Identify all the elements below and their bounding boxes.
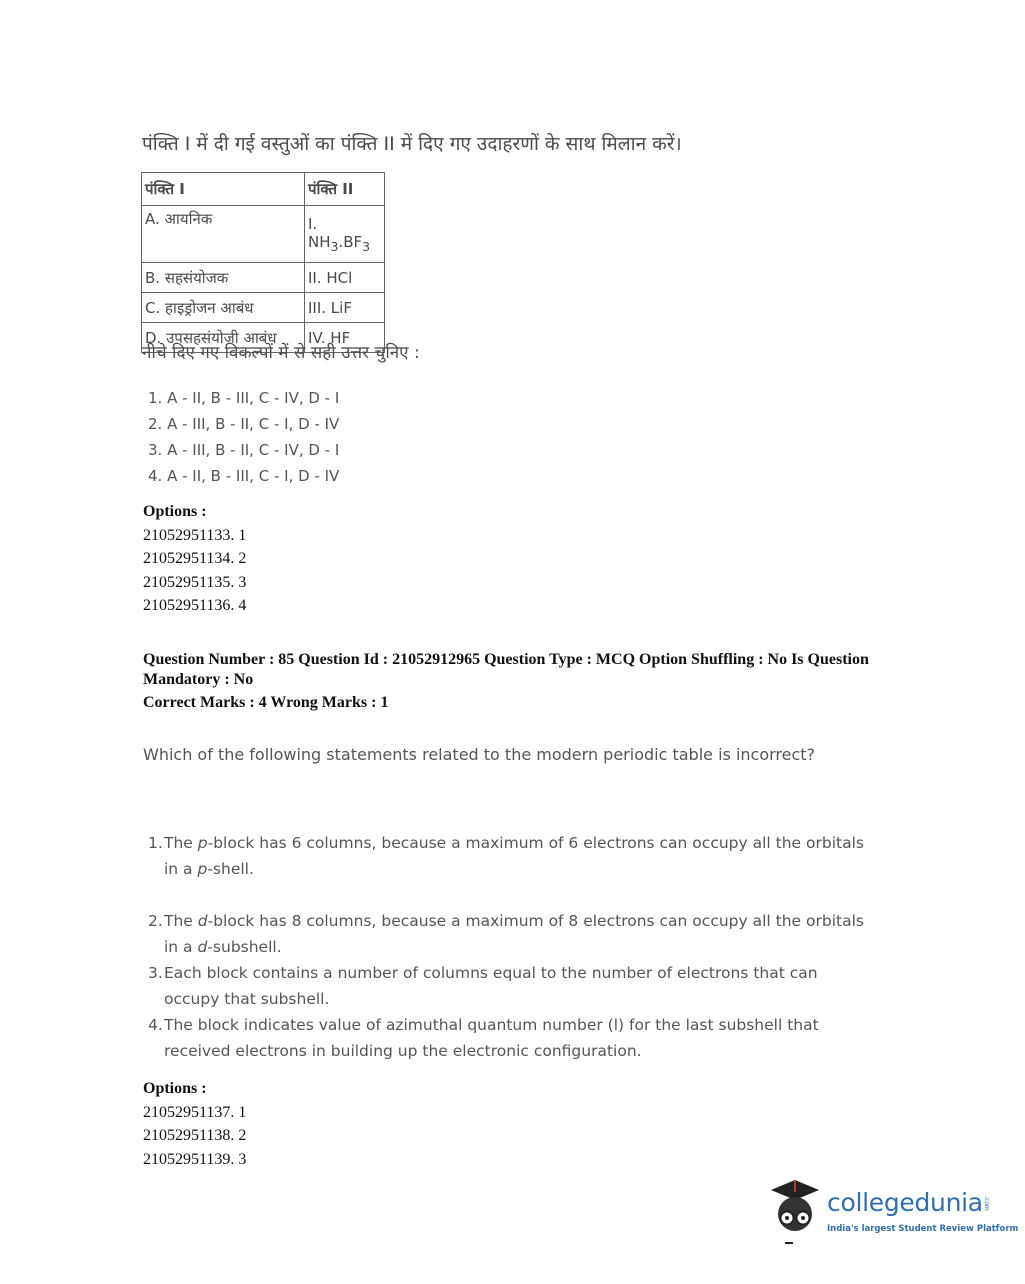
table-row	[142, 263, 385, 293]
choice-number: 4.	[148, 1016, 163, 1034]
choice-italic: d	[197, 938, 208, 956]
choice-text: The	[164, 834, 198, 852]
table-cell-column-1: B. सहसंयोजक	[142, 263, 305, 293]
question-meta-line: Question Number : 85 Question Id : 21052912965 Question Type : MCQ Option Shuffling : No Is Question Mandatory : No	[143, 651, 869, 688]
choice-item: 1. A - II, B - III, C - IV, D - I	[148, 389, 340, 407]
q2-choice-list	[148, 830, 868, 1064]
marks-line: Correct Marks : 4 Wrong Marks : 1	[143, 694, 389, 711]
formula-text: .BF	[338, 232, 363, 251]
table-cell-column-2: IV. HF	[305, 323, 385, 353]
q2-options	[143, 1077, 246, 1171]
question-meta	[143, 650, 883, 713]
choice-italic: p	[197, 834, 208, 852]
formula-subscript: 3	[362, 238, 371, 254]
choice-text: Each block contains a number of columns equal to the number of electrons that can occupy that subshell.	[164, 964, 818, 1008]
choice-text: The	[164, 912, 198, 930]
option-item: 21052951139. 3	[143, 1150, 247, 1168]
match-table	[141, 172, 385, 353]
logo-domain: .com	[983, 1196, 990, 1211]
formula-text: I. NH	[308, 214, 331, 251]
choice-italic: d	[197, 912, 208, 930]
formula-subscript: 3	[330, 238, 339, 254]
choice-item: 4. A - II, B - III, C - I, D - IV	[148, 467, 340, 485]
choice-text: -block has 8 columns, because a maximum of 8 electrons can occupy all the orbitals in a	[164, 912, 864, 956]
choice-item	[148, 960, 868, 1012]
choice-item: 2. A - III, B - II, C - I, D - IV	[148, 415, 340, 433]
collegedunia-logo	[765, 1176, 1019, 1246]
choice-italic: p	[197, 860, 208, 878]
choice-item	[148, 830, 868, 882]
q1-instruction: पंक्ति I में दी गई वस्तुओं का पंक्ति II में दिए गए उदाहरणों के साथ मिलान करें।	[142, 133, 682, 155]
choice-number: 2.	[148, 912, 163, 930]
choice-number: 3.	[148, 964, 163, 982]
option-item: 21052951133. 1	[143, 526, 247, 544]
q1-choice-list	[148, 385, 339, 489]
table-row	[142, 293, 385, 323]
q2-question-text: Which of the following statements related to the modern periodic table is incorrect?	[143, 745, 816, 764]
table-cell-column-2: III. LiF	[305, 293, 385, 323]
choice-text: -subshell.	[207, 938, 282, 956]
logo-tagline: India's largest Student Review Platform	[827, 1224, 1019, 1234]
table-row	[142, 206, 385, 263]
choice-number: 1.	[148, 834, 163, 852]
choice-text: -block has 6 columns, because a maximum of 6 electrons can occupy all the orbitals in a	[164, 834, 864, 878]
student-mascot-icon	[765, 1176, 825, 1246]
choose-instruction: नीचे दिए गए विकल्पों में से सही उत्तर चुनिए :	[142, 343, 420, 363]
table-cell-column-1: A. आयनिक	[142, 206, 305, 263]
table-header-row	[142, 173, 385, 206]
choice-text: -shell.	[207, 860, 254, 878]
table-header-column-2: पंक्ति II	[305, 173, 385, 206]
options-heading: Options :	[143, 503, 207, 520]
option-item: 21052951136. 4	[143, 597, 247, 614]
option-item: 21052951134. 2	[143, 550, 247, 567]
table-cell-column-2	[305, 206, 385, 263]
choice-item	[148, 908, 868, 960]
option-item: 21052951135. 3	[143, 573, 247, 591]
table-cell-column-2: II. HCl	[305, 263, 385, 293]
table-cell-column-1: C. हाइड्रोजन आबंध	[142, 293, 305, 323]
options-heading: Options :	[143, 1080, 207, 1097]
table-header-column-1: पंक्ति I	[142, 173, 305, 206]
q1-options	[143, 500, 246, 618]
option-item: 21052951137. 1	[143, 1103, 247, 1121]
choice-text: The block indicates value of azimuthal quantum number (l) for the last subshell that received electrons in building up the electronic configuration.	[164, 1016, 819, 1060]
choice-item	[148, 1012, 868, 1064]
choice-item: 3. A - III, B - II, C - IV, D - I	[148, 441, 340, 459]
table-cell-column-1: D. उपसहसंयोजी आबंध	[142, 323, 305, 353]
logo-name: collegedunia	[827, 1188, 983, 1217]
option-item: 21052951138. 2	[143, 1127, 247, 1144]
